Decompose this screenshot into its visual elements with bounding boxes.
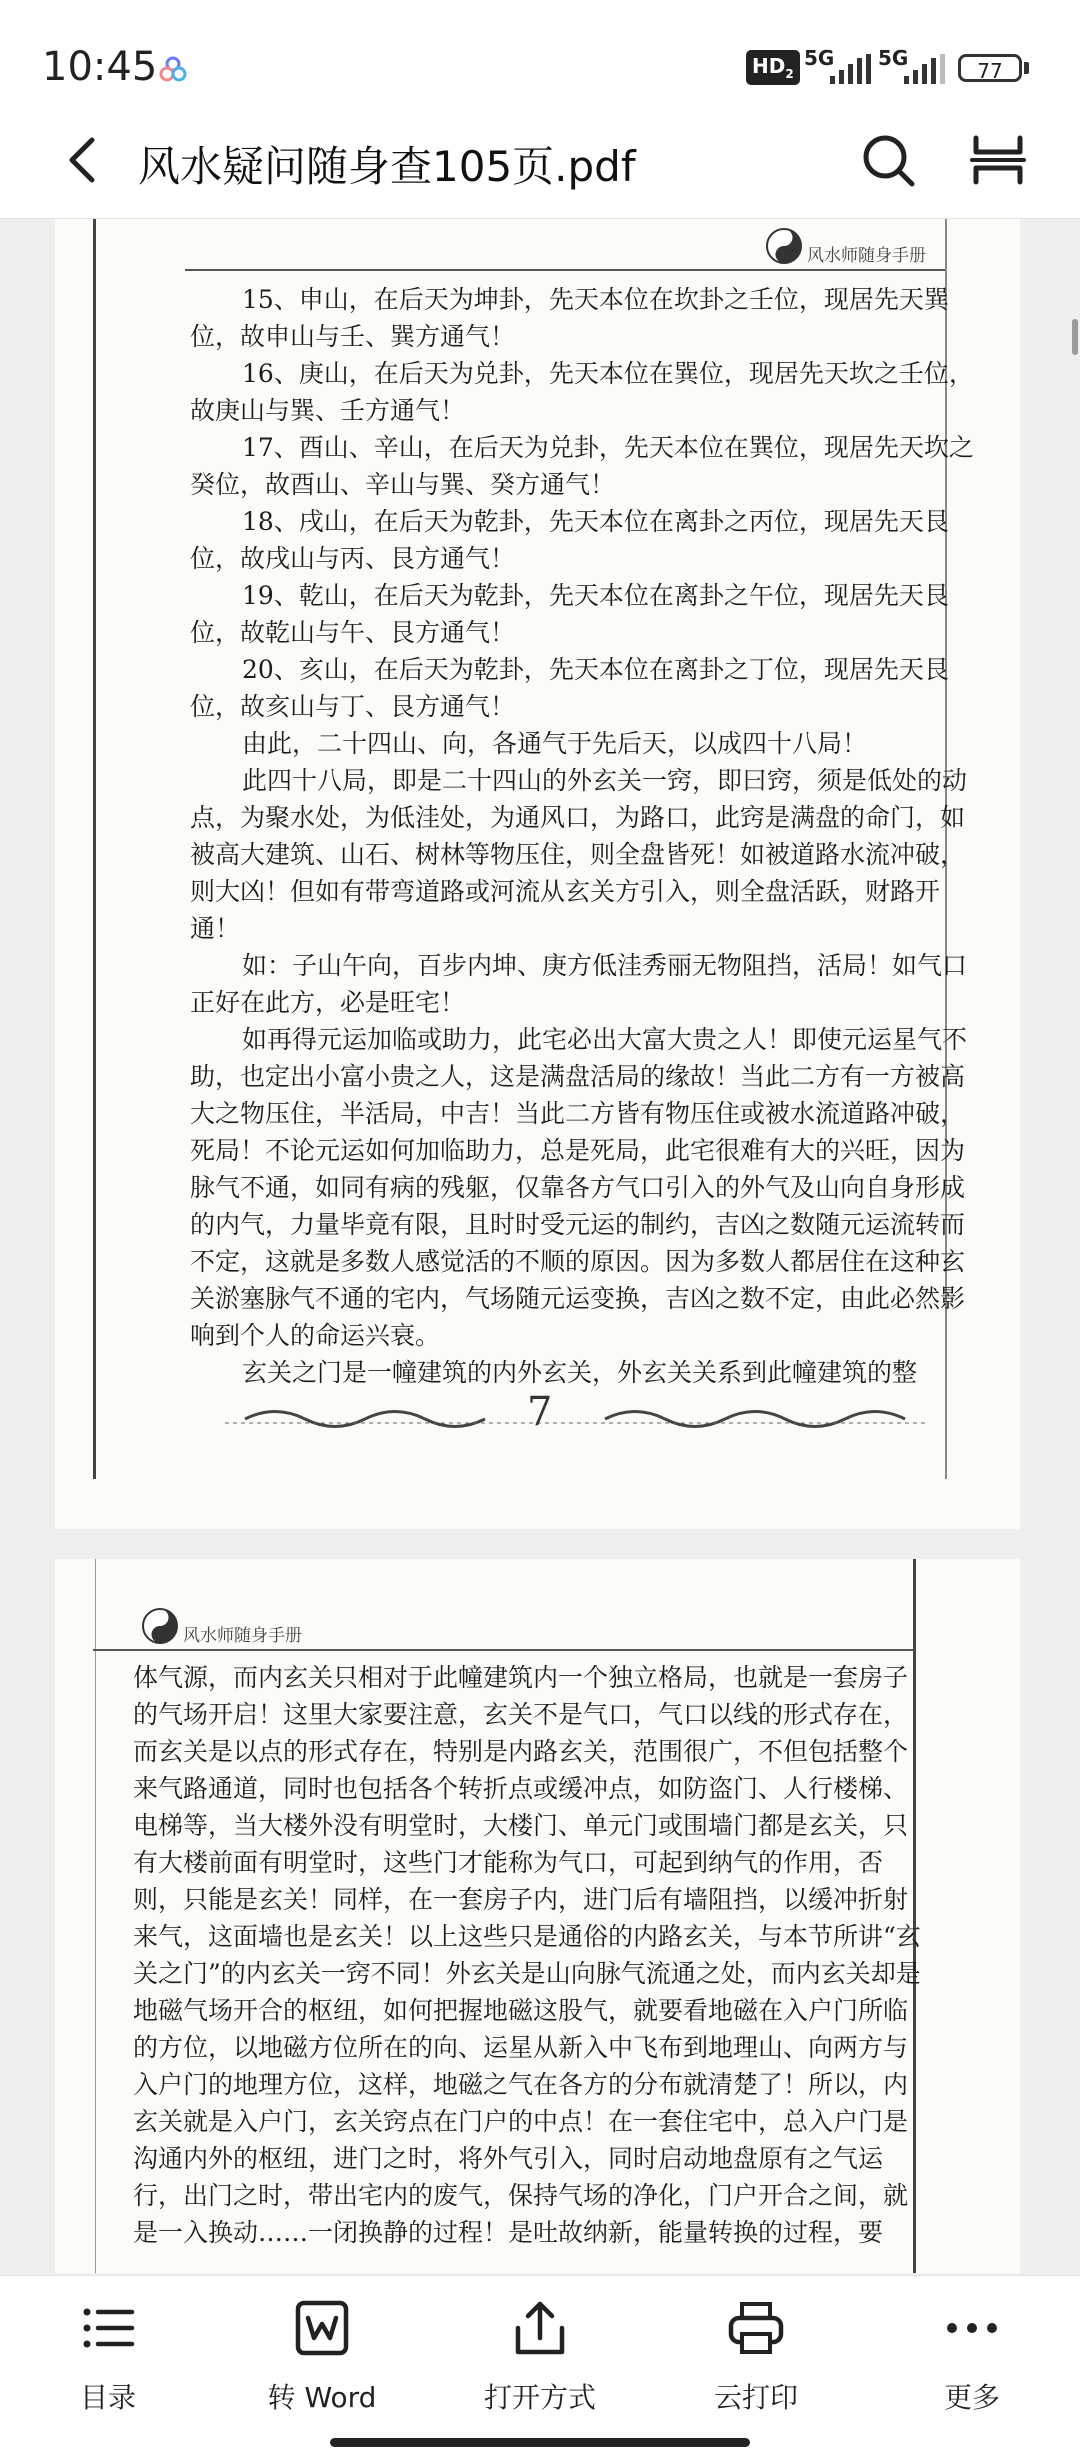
- share-icon: [510, 2298, 570, 2358]
- toolbar-label: 转 Word: [267, 2381, 377, 2414]
- hd-voice-badge: $HD_2$: [746, 50, 800, 85]
- paragraph: 如：子山午向，百步内坤、庚方低洼秀丽无物阻挡，活局！如气口正好在此方，必是旺宅！: [190, 951, 968, 1017]
- battery-indicator: 77: [958, 54, 1022, 82]
- paragraph: 玄关之门是一幢建筑的内外玄关，外玄关关系到此幢建筑的整: [242, 1358, 918, 1387]
- paragraph: 20、亥山，在后天为乾卦，先天本位在离卦之丁位，现居先天艮位，故亥山与丁、艮方通气！: [190, 655, 949, 721]
- printer-icon: [726, 2298, 786, 2358]
- running-header: 风水师随身手册: [183, 1626, 302, 1646]
- toolbar-more-button[interactable]: [872, 2276, 1072, 2426]
- back-arrow-icon[interactable]: [56, 130, 116, 190]
- crop-icon[interactable]: [968, 130, 1028, 190]
- word-convert-icon: [292, 2298, 352, 2358]
- document-title: 风水疑问随身查105页.pdf: [138, 142, 636, 191]
- title-bar: [0, 100, 1080, 219]
- paragraph: 此四十八局，即是二十四山的外玄关一窍，即曰窍，须是低处的动点，为聚水处，为低洼处，为通风口，为路口，此窍是满盘的命门，如被高大建筑、山石、树林等物压住，则全盘皆死！如被道路水流冲破，则大凶！但如有带弯道路或河流从玄关方引入，则全盘活跃，财路开通！: [190, 766, 968, 943]
- header-rule: [93, 1649, 913, 1651]
- home-indicator[interactable]: [330, 2438, 750, 2447]
- page-body-text: [190, 281, 980, 1391]
- pdf-page: [55, 1559, 1020, 2273]
- page-border: [95, 1559, 96, 2273]
- toolbar-label: 打开方式: [483, 2381, 596, 2414]
- paragraph: 19、乾山，在后天为乾卦，先天本位在离卦之午位，现居先天艮位，故乾山与午、艮方通气！: [190, 581, 949, 647]
- paragraph: 16、庚山，在后天为兑卦，先天本位在巽位，现居先天坎之壬位，故庚山与巽、壬方通气！: [190, 359, 974, 425]
- list-icon: [78, 2298, 138, 2358]
- status-time: 10:45: [42, 44, 158, 90]
- sim2-label: 5G: [878, 46, 909, 70]
- paragraph: 17、酉山、辛山，在后天为兑卦，先天本位在巽位，现居先天坎之癸位，故酉山、辛山与巽、癸方通气！: [190, 433, 974, 499]
- scrollbar-thumb[interactable]: [1072, 319, 1078, 355]
- page-border: [93, 219, 96, 1479]
- signal-icon: [904, 54, 946, 84]
- taiji-icon: [141, 1607, 179, 1645]
- paragraph: 体气源，而内玄关只相对于此幢建筑内一个独立格局，也就是一套房子的气场开启！这里大家要注意，玄关不是气口，气口以线的形式存在，而玄关是以点的形式存在，特别是内路玄关，范围很广，不但包括整个来气路通道，同时也包括各个转折点或缓冲点，如防盗门、人行楼梯、电梯等，当大楼外没有明堂时，大楼门、单元门或围墙门都是玄关，只有大楼前面有明堂时，这些门才能称为气口，可起到纳气的作用，否则，只能是玄关！同样，在一套房子内，进门后有墙阻挡，以缓冲折射来气，这面墙也是玄关！以上这些只是通俗的内路玄关，与本节所讲“玄关之门”的内玄关一窍不同！外玄关是山向脉气流通之处，而内玄关却是地磁气场开合的枢纽，如何把握地磁这股气，就要看地磁在入户门所临的方位，以地磁方位所在的向、运星从新入中飞布到地理山、向两方与入户门的地理方位，这样，地磁之气在各方的分布就清楚了！所以，内玄关就是入户门，玄关窍点在门户的中点！在一套住宅中，总入户门是沟通内外的枢纽，进门之时，将外气引入，同时启动地盘原有之气运行，出门之时，带出宅内的废气，保持气场的净化，门户开合之间，就是一入换动……一闭换静的过程！是吐故纳新，能量转换的过程，要: [133, 1663, 921, 2247]
- pdf-viewer[interactable]: [0, 219, 1080, 2273]
- app-notification-icon: [158, 54, 188, 84]
- toolbar-open-with-button[interactable]: [440, 2276, 640, 2426]
- header-rule: [185, 269, 945, 271]
- taiji-icon: [765, 227, 803, 265]
- sim1-label: 5G: [804, 46, 835, 70]
- toolbar-contents-button[interactable]: [8, 2276, 208, 2426]
- page-body-text: [133, 1659, 923, 2273]
- signal-icon: [830, 54, 872, 84]
- footer-ornament: [225, 1399, 925, 1439]
- search-icon[interactable]: [858, 130, 918, 190]
- more-dots-icon: [942, 2298, 1002, 2358]
- toolbar-label: 云打印: [713, 2381, 798, 2414]
- bottom-toolbar: [0, 2275, 1080, 2461]
- running-header: 风水师随身手册: [807, 246, 926, 266]
- toolbar-label: 目录: [79, 2381, 136, 2414]
- paragraph: 18、戌山，在后天为乾卦，先天本位在离卦之丙位，现居先天艮位，故戌山与丙、艮方通气！: [190, 507, 949, 573]
- paragraph: 由此，二十四山、向，各通气于先后天，以成四十八局！: [242, 729, 868, 758]
- toolbar-word-button[interactable]: [222, 2276, 422, 2426]
- page-number: 7: [527, 1389, 553, 1435]
- battery-tip: [1024, 62, 1029, 74]
- pdf-page: [55, 219, 1020, 1529]
- toolbar-label: 更多: [943, 2381, 1000, 2414]
- paragraph: 15、申山，在后天为坤卦，先天本位在坎卦之壬位，现居先天巽位，故申山与壬、巽方通气！: [190, 285, 949, 351]
- toolbar-cloud-print-button[interactable]: [656, 2276, 856, 2426]
- paragraph: 如再得元运加临或助力，此宅必出大富大贵之人！即使元运星气不助，也定出小富小贵之人，这是满盘活局的缘故！当此二方有一方被高大之物压住，半活局，中吉！当此二方皆有物压住或被水流道路冲破，死局！不论元运如何加临助力，总是死局，此宅很难有大的兴旺，因为脉气不通，如同有病的残躯，仅靠各方气口引入的外气及山向自身形成的内气，力量毕竟有限，且时时受元运的制约，吉凶之数随元运流转而不定，这就是多数人感觉活的不顺的原因。因为多数人都居住在这种玄关淤塞脉气不通的宅内，气场随元运变换，吉凶之数不定，由此必然影响到个人的命运兴衰。: [190, 1025, 968, 1350]
